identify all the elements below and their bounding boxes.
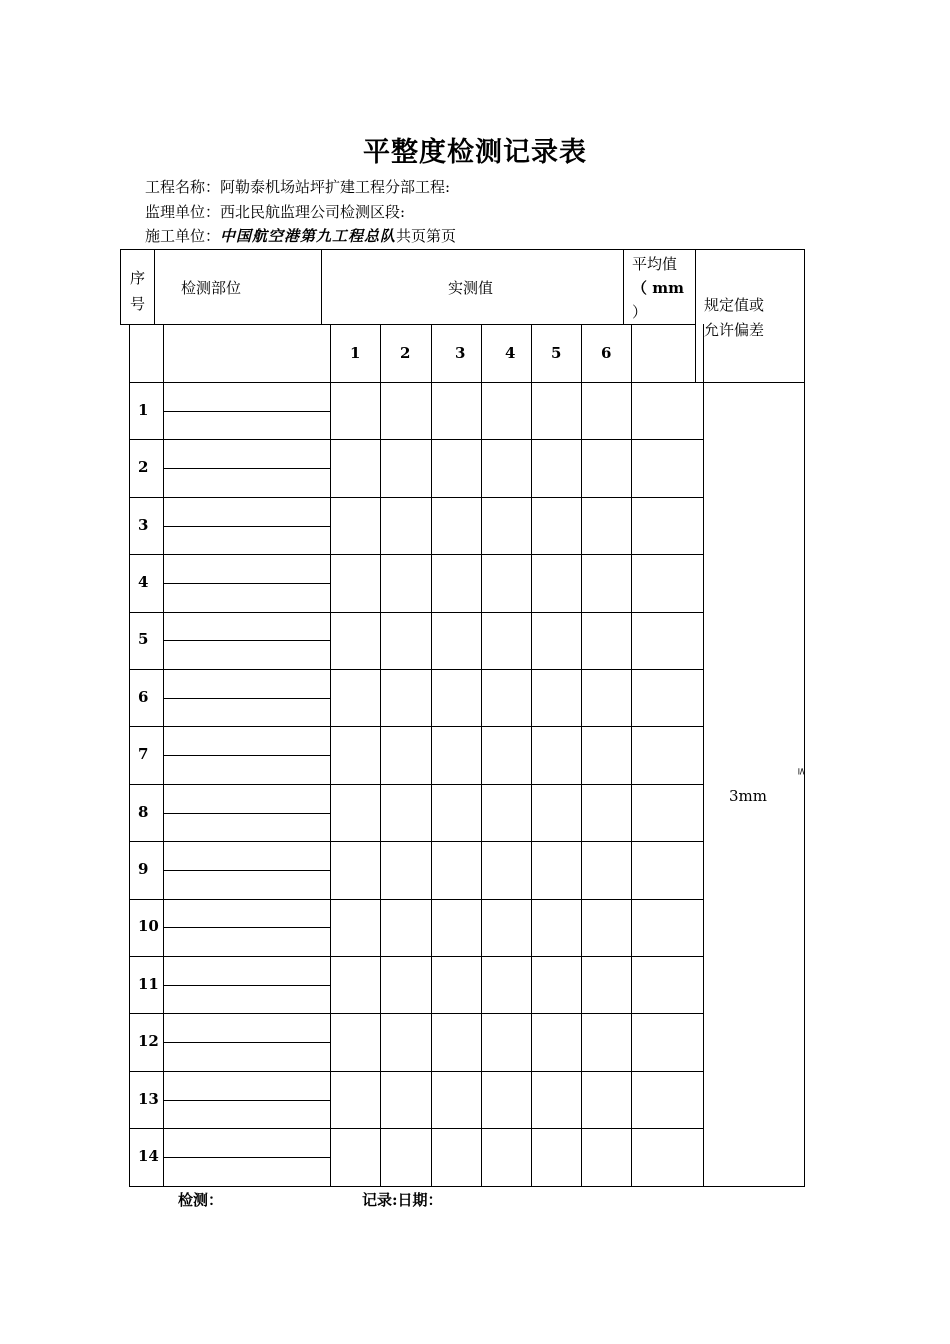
- row-separator: [129, 841, 704, 842]
- header-seq-line-1: 序: [130, 269, 146, 287]
- contractor-line: [145, 225, 456, 246]
- row-number-5: 5: [138, 630, 149, 648]
- header-average: [632, 252, 684, 324]
- row-separator: [129, 899, 704, 900]
- header-spec-line-1: 规定值或: [704, 296, 765, 314]
- table-right-border: [804, 249, 805, 1187]
- location-sub-line: [163, 468, 331, 469]
- row-separator: [129, 669, 704, 670]
- location-sub-line: [163, 640, 331, 641]
- grid-line-v: [631, 324, 632, 1187]
- grid-line-v: [703, 324, 704, 1187]
- row-number-9: 9: [138, 860, 149, 878]
- row-separator: [129, 1013, 704, 1014]
- page-title: 平整度检测记录表: [363, 137, 587, 168]
- measure-col-3: 3: [455, 344, 466, 362]
- grid-line-v: [581, 324, 582, 1187]
- row-separator: [129, 726, 704, 727]
- location-sub-line: [163, 526, 331, 527]
- row-number-12: 12: [138, 1032, 159, 1050]
- contractor-value: 中国航空港第九工程总队: [220, 227, 397, 245]
- header-average-line-2: （ mm: [632, 279, 684, 297]
- row-number-7: 7: [138, 745, 149, 763]
- row-separator: [129, 439, 704, 440]
- location-sub-line: [163, 927, 331, 928]
- measure-col-1: 1: [350, 344, 361, 362]
- row-number-2: 2: [138, 458, 149, 476]
- row-number-4: 4: [138, 573, 149, 591]
- row-separator: [129, 612, 704, 613]
- project-name-line: 工程名称：阿勒泰机场站坪扩建工程分部工程:: [145, 178, 451, 196]
- location-sub-line: [163, 1042, 331, 1043]
- header-spec-line-2: 允许偏差: [704, 321, 765, 339]
- row-number-10: 10: [138, 917, 159, 935]
- header-seq: [130, 265, 145, 317]
- row-separator: [129, 784, 704, 785]
- grid-line-v: [695, 249, 696, 383]
- table-left-border: [129, 324, 130, 1187]
- row-separator: [129, 554, 704, 555]
- header-location: 检测部位: [181, 279, 242, 297]
- footer-inspector: 检测：: [178, 1191, 224, 1209]
- row-separator: [129, 497, 704, 498]
- row-number-13: 13: [138, 1090, 159, 1108]
- location-sub-line: [163, 583, 331, 584]
- contractor-label: 施工单位：: [145, 227, 221, 245]
- row-number-11: 11: [138, 975, 159, 993]
- row-number-6: 6: [138, 688, 149, 706]
- spec-value: 3mm: [729, 787, 767, 805]
- location-sub-line: [163, 1157, 331, 1158]
- location-sub-line: [163, 985, 331, 986]
- measure-col-5: 5: [551, 344, 562, 362]
- measure-col-2: 2: [400, 344, 411, 362]
- grid-line-v: [623, 249, 624, 325]
- row-separator: [129, 956, 704, 957]
- location-sub-line: [163, 870, 331, 871]
- grid-line-v: [531, 324, 532, 1187]
- header-average-line-1: 平均值: [632, 255, 678, 273]
- footer-record-date: 记录:日期：: [362, 1191, 443, 1209]
- header-band-bottom: [120, 324, 696, 325]
- grid-line-v: [380, 324, 381, 1187]
- row-number-14: 14: [138, 1147, 159, 1165]
- grid-line-v: [481, 324, 482, 1187]
- location-sub-line: [163, 698, 331, 699]
- measure-col-4: 4: [505, 344, 516, 362]
- header-bottom-border: [129, 382, 805, 383]
- location-sub-line: [163, 1100, 331, 1101]
- page-counter: 共页第页: [396, 227, 457, 245]
- row-number-1: 1: [138, 401, 149, 419]
- measure-col-6: 6: [601, 344, 612, 362]
- grid-line-v: [321, 249, 322, 325]
- header-spec: [704, 293, 764, 343]
- header-seq-line-2: 号: [130, 295, 146, 313]
- table-top-border: [120, 249, 805, 250]
- header-average-line-3: ）: [632, 303, 648, 321]
- location-sub-line: [163, 813, 331, 814]
- row-number-3: 3: [138, 516, 149, 534]
- grid-line-v: [120, 249, 121, 325]
- row-separator: [129, 1128, 704, 1129]
- supervisor-line: 监理单位：西北民航监理公司检测区段:: [145, 203, 406, 221]
- spec-symbol: ≤: [795, 767, 807, 776]
- location-sub-line: [163, 411, 331, 412]
- grid-line-v: [154, 249, 155, 325]
- location-sub-line: [163, 755, 331, 756]
- grid-line-v: [431, 324, 432, 1187]
- row-number-8: 8: [138, 803, 149, 821]
- table-bottom-border: [129, 1186, 805, 1187]
- row-separator: [129, 1071, 704, 1072]
- header-measured: 实测值: [448, 279, 494, 297]
